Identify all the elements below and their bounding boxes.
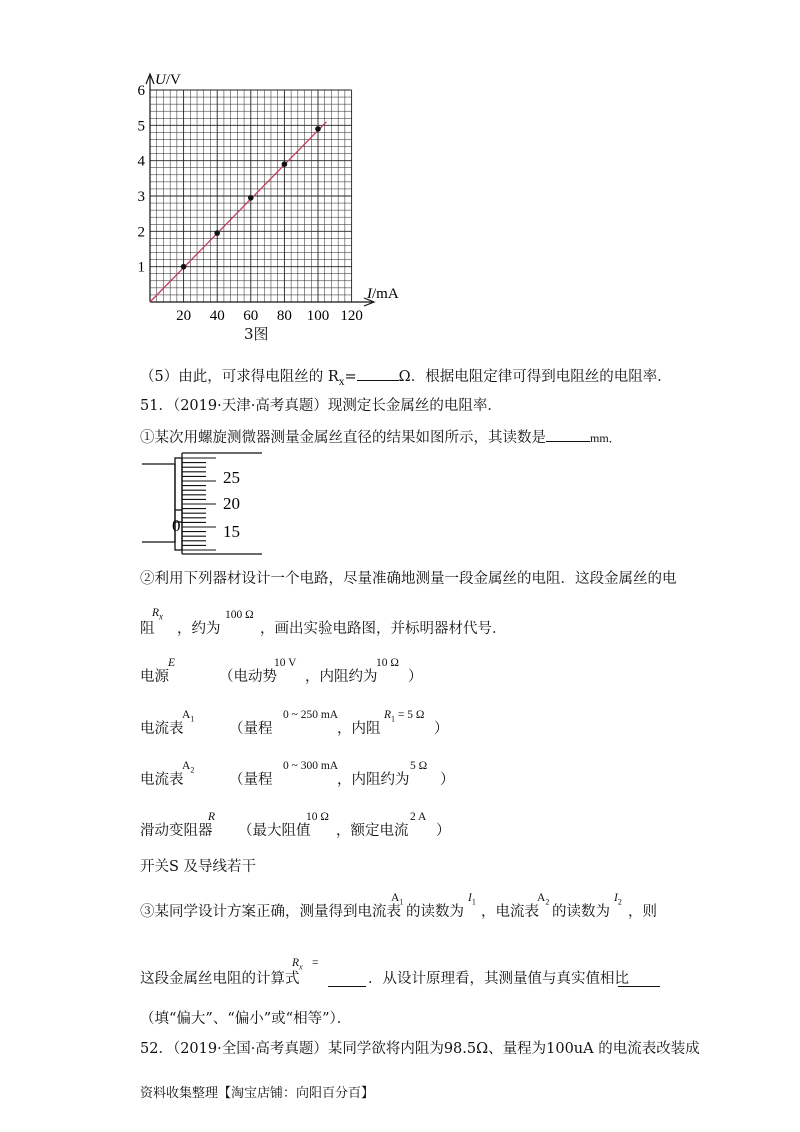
equip-switch: 开关S 及导线若干 xyxy=(140,859,257,875)
q50-part5: （5）由此，可求得电阻丝的 $R_x= \Omega$．根据电阻定律可得到电阻丝的电阻率． xyxy=(140,366,672,391)
q51-part3-line2-b: ．从设计原理看，其测量值与真实值相比 xyxy=(368,971,629,987)
part3-i2: $I_2$ xyxy=(614,892,622,907)
figure-caption: 3图 xyxy=(244,325,269,343)
q51-part1: ①某次用螺旋测微器测量金属丝直径的结果如图所示，其读数是 mm． xyxy=(140,427,621,447)
equip-a1-text-a: （量程 xyxy=(229,721,273,737)
q51-part2-line2: 阻 xyxy=(140,621,155,637)
equip-a2-name: 电流表 xyxy=(140,772,184,788)
rx-symbol: $R_x$ xyxy=(152,607,164,622)
data-point xyxy=(214,230,220,236)
equip-a2-text-c: ） xyxy=(440,772,455,788)
q51-part2-text-b: ，约为 xyxy=(177,621,221,637)
y-tick-label: 2 xyxy=(137,224,145,241)
q51-part3-d: 的读数为 xyxy=(552,904,610,920)
x-axis-label: I/mA xyxy=(367,286,399,302)
y-tick-label: 1 xyxy=(137,259,145,276)
equip-a1-range: 0 ~ 250 mA xyxy=(283,709,339,721)
x-tick-label: 80 xyxy=(276,308,292,324)
micrometer-figure xyxy=(130,450,280,560)
page-footer: 资料收集整理【淘宝店铺：向阳百分百】 xyxy=(140,1086,375,1101)
question-source: （2019·全国·高考真题） xyxy=(172,1041,328,1057)
y-tick-label: 5 xyxy=(137,118,145,135)
equip-rheostat-text-c: ） xyxy=(436,823,451,839)
q51-part3-a: ③某同学设计方案正确，测量得到电流表 xyxy=(140,904,401,920)
equip-a1-text-b: ，内阻 xyxy=(337,721,381,737)
equip-rheostat-name: 滑动变阻器 xyxy=(140,823,213,839)
u-i-graph xyxy=(0,0,420,360)
equip-rheostat-symbol: R xyxy=(208,811,216,823)
data-point xyxy=(181,264,187,270)
q51-part3-b: 的读数为 xyxy=(406,904,464,920)
x-tick-label: 20 xyxy=(176,308,192,324)
micrometer-scale xyxy=(182,458,216,550)
equip-source-text-b: ，内阻约为 xyxy=(305,669,378,685)
equip-a2-symbol: $A_2$ xyxy=(182,760,195,775)
equip-a1-symbol: $A_1$ xyxy=(182,709,195,724)
resistance-value: 100 Ω xyxy=(225,609,254,621)
part3-a1: $A_1$ xyxy=(391,892,404,907)
answer-blank[interactable] xyxy=(546,427,590,442)
q52-header: 52．（2019·全国·高考真题）某同学欲将内阻为98.5Ω、量程为100uA 的电流表改装成 xyxy=(140,1041,700,1057)
answer-blank[interactable] xyxy=(357,366,399,381)
y-axis-label: U/V xyxy=(155,72,181,88)
equip-a1-name: 电流表 xyxy=(140,721,184,737)
x-tick-label: 120 xyxy=(340,308,363,324)
comparison-blank[interactable] xyxy=(618,972,660,987)
data-point xyxy=(282,161,288,167)
q51-part2-line1: ②利用下列器材设计一个电路，尽量准确地测量一段金属丝的电阻．这段金属丝的电 xyxy=(140,571,677,587)
q51-header: 51．（2019·天津·高考真题）现测定长金属丝的电阻率． xyxy=(140,398,502,414)
equip-a2-resistance: 5 Ω xyxy=(410,760,428,772)
formula-blank[interactable] xyxy=(328,972,366,987)
equip-source-resistance: 10 Ω xyxy=(376,657,399,669)
q51-part2-text-c: ，画出实验电路图，并标明器材代号． xyxy=(260,621,507,637)
fit-line xyxy=(150,122,326,302)
equip-a1-resistance: $R_1 = 5$ Ω xyxy=(384,709,425,724)
question-source: （2019·天津·高考真题） xyxy=(172,398,328,414)
part3-i1: $I_1$ xyxy=(468,892,476,907)
micrometer-label-20: 20 xyxy=(223,494,240,513)
equip-a1-text-c: ） xyxy=(434,721,449,737)
micrometer-label-25: 25 xyxy=(223,468,240,487)
q51-part3-e: ，则 xyxy=(628,904,657,920)
data-point xyxy=(315,126,321,132)
equip-source-emf: 10 V xyxy=(274,657,297,669)
equip-a2-text-b: ，内阻约为 xyxy=(337,772,410,788)
y-tick-label: 4 xyxy=(137,153,145,170)
micrometer-label-15: 15 xyxy=(223,522,240,541)
q51-part3-line2-a: 这段金属丝电阻的计算式 xyxy=(140,971,300,987)
equip-source-text-c: ） xyxy=(408,669,423,685)
equip-source-text-a: （电动势 xyxy=(219,669,277,685)
x-tick-label: 100 xyxy=(306,308,330,324)
part3-a2: $A_2$ xyxy=(537,892,550,907)
equip-rheostat-max: 10 Ω xyxy=(306,811,329,823)
equip-rheostat-text-b: ，额定电流 xyxy=(336,823,409,839)
equip-source-symbol: E xyxy=(168,657,176,669)
equip-a2-range: 0 ~ 300 mA xyxy=(283,760,339,772)
question-number: 51． xyxy=(140,398,173,414)
equip-rheostat-text-a: （最大阻值 xyxy=(238,823,311,839)
micrometer-zero: 0 xyxy=(172,516,181,535)
y-tick-label: 6 xyxy=(137,83,145,99)
equip-source-name: 电源 xyxy=(140,669,169,685)
q51-part3-line3: （填“偏大”、“偏小”或“相等”）． xyxy=(140,1011,352,1027)
equip-a2-text-a: （量程 xyxy=(229,772,273,788)
equip-rheostat-current: 2 A xyxy=(410,811,427,823)
data-point xyxy=(248,195,254,201)
x-tick-label: 40 xyxy=(209,308,225,324)
y-tick-label: 3 xyxy=(137,189,145,205)
part3-rx: $R_x$ xyxy=(292,957,303,972)
part3-eq: = xyxy=(312,957,319,969)
question-number: 52． xyxy=(140,1041,173,1057)
x-tick-label: 60 xyxy=(243,308,259,324)
graph-marks xyxy=(150,122,326,302)
q51-part3-c: ，电流表 xyxy=(481,904,539,920)
